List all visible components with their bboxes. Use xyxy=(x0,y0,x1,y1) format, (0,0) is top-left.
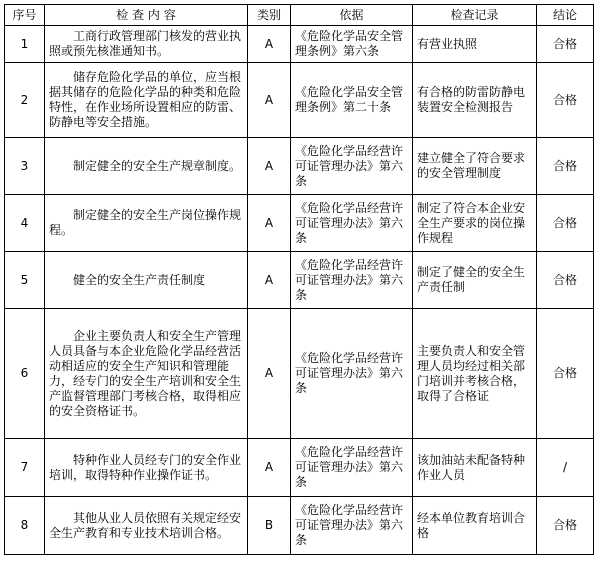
row-result: 合格 xyxy=(537,195,594,252)
header-record: 检查记录 xyxy=(413,5,537,26)
row-number: 2 xyxy=(5,63,45,138)
row-type: A xyxy=(248,195,291,252)
row-basis: 《危险化学品经营许可证管理办法》第六条 xyxy=(291,195,413,252)
row-number: 4 xyxy=(5,195,45,252)
row-number: 6 xyxy=(5,309,45,439)
table-row xyxy=(5,497,594,555)
inspection-table xyxy=(4,4,594,555)
header-content: 检 查 内 容 xyxy=(45,5,248,26)
table-row xyxy=(5,439,594,497)
row-record: 有合格的防雷防静电装置安全检测报告 xyxy=(413,63,537,138)
header-basis: 依据 xyxy=(291,5,413,26)
row-content: 特种作业人员经专门的安全作业培训，取得特种作业操作证书。 xyxy=(45,439,248,497)
row-content: 企业主要负责人和安全生产管理人员具备与本企业危险化学品经营活动相适应的安全生产知识和管理能力，经专门的安全生产培训和安全生产监督管理部门考核合格，取得相应的安全资格证书。 xyxy=(45,309,248,439)
row-content: 其他从业人员依照有关规定经安全生产教育和专业技术培训合格。 xyxy=(45,497,248,555)
table-row xyxy=(5,138,594,195)
header-type: 类别 xyxy=(248,5,291,26)
row-type: A xyxy=(248,138,291,195)
row-content: 制定健全的安全生产规章制度。 xyxy=(45,138,248,195)
row-record: 经本单位教育培训合格 xyxy=(413,497,537,555)
row-number: 5 xyxy=(5,252,45,309)
header-row xyxy=(5,5,594,26)
row-type: A xyxy=(248,63,291,138)
row-record: 该加油站未配备特种作业人员 xyxy=(413,439,537,497)
table-row xyxy=(5,195,594,252)
row-result: 合格 xyxy=(537,497,594,555)
row-result: / xyxy=(537,439,594,497)
row-result: 合格 xyxy=(537,252,594,309)
row-type: A xyxy=(248,439,291,497)
row-record: 有营业执照 xyxy=(413,26,537,63)
row-type: A xyxy=(248,252,291,309)
row-type: A xyxy=(248,26,291,63)
row-result: 合格 xyxy=(537,26,594,63)
table-row xyxy=(5,63,594,138)
row-content: 健全的安全生产责任制度 xyxy=(45,252,248,309)
row-record: 建立健全了符合要求的安全管理制度 xyxy=(413,138,537,195)
row-record: 主要负责人和安全管理人员均经过相关部门培训并考核合格，取得了合格证 xyxy=(413,309,537,439)
row-number: 1 xyxy=(5,26,45,63)
row-record: 制定了健全的安全生产责任制 xyxy=(413,252,537,309)
row-type: B xyxy=(248,497,291,555)
table-row xyxy=(5,26,594,63)
row-basis: 《危险化学品经营许可证管理办法》第六条 xyxy=(291,252,413,309)
row-basis: 《危险化学品经营许可证管理办法》第六条 xyxy=(291,497,413,555)
row-basis: 《危险化学品安全管理条例》第六条 xyxy=(291,26,413,63)
row-number: 3 xyxy=(5,138,45,195)
row-result: 合格 xyxy=(537,63,594,138)
row-content: 工商行政管理部门核发的营业执照或预先核准通知书。 xyxy=(45,26,248,63)
row-record: 制定了符合本企业安全生产要求的岗位操作规程 xyxy=(413,195,537,252)
header-no: 序号 xyxy=(5,5,45,26)
row-number: 8 xyxy=(5,497,45,555)
table-row xyxy=(5,252,594,309)
row-basis: 《危险化学品经营许可证管理办法》第六条 xyxy=(291,138,413,195)
row-basis: 《危险化学品经营许可证管理办法》第六条 xyxy=(291,439,413,497)
row-result: 合格 xyxy=(537,309,594,439)
row-type: A xyxy=(248,309,291,439)
row-content: 储存危险化学品的单位，应当根据其储存的危险化学品的种类和危险特性，在作业场所设置相应的防雷、防静电等安全措施。 xyxy=(45,63,248,138)
row-content: 制定健全的安全生产岗位操作规程。 xyxy=(45,195,248,252)
table-row xyxy=(5,309,594,439)
row-basis: 《危险化学品经营许可证管理办法》第六条 xyxy=(291,309,413,439)
header-result: 结论 xyxy=(537,5,594,26)
row-number: 7 xyxy=(5,439,45,497)
row-result: 合格 xyxy=(537,138,594,195)
row-basis: 《危险化学品安全管理条例》第二十条 xyxy=(291,63,413,138)
